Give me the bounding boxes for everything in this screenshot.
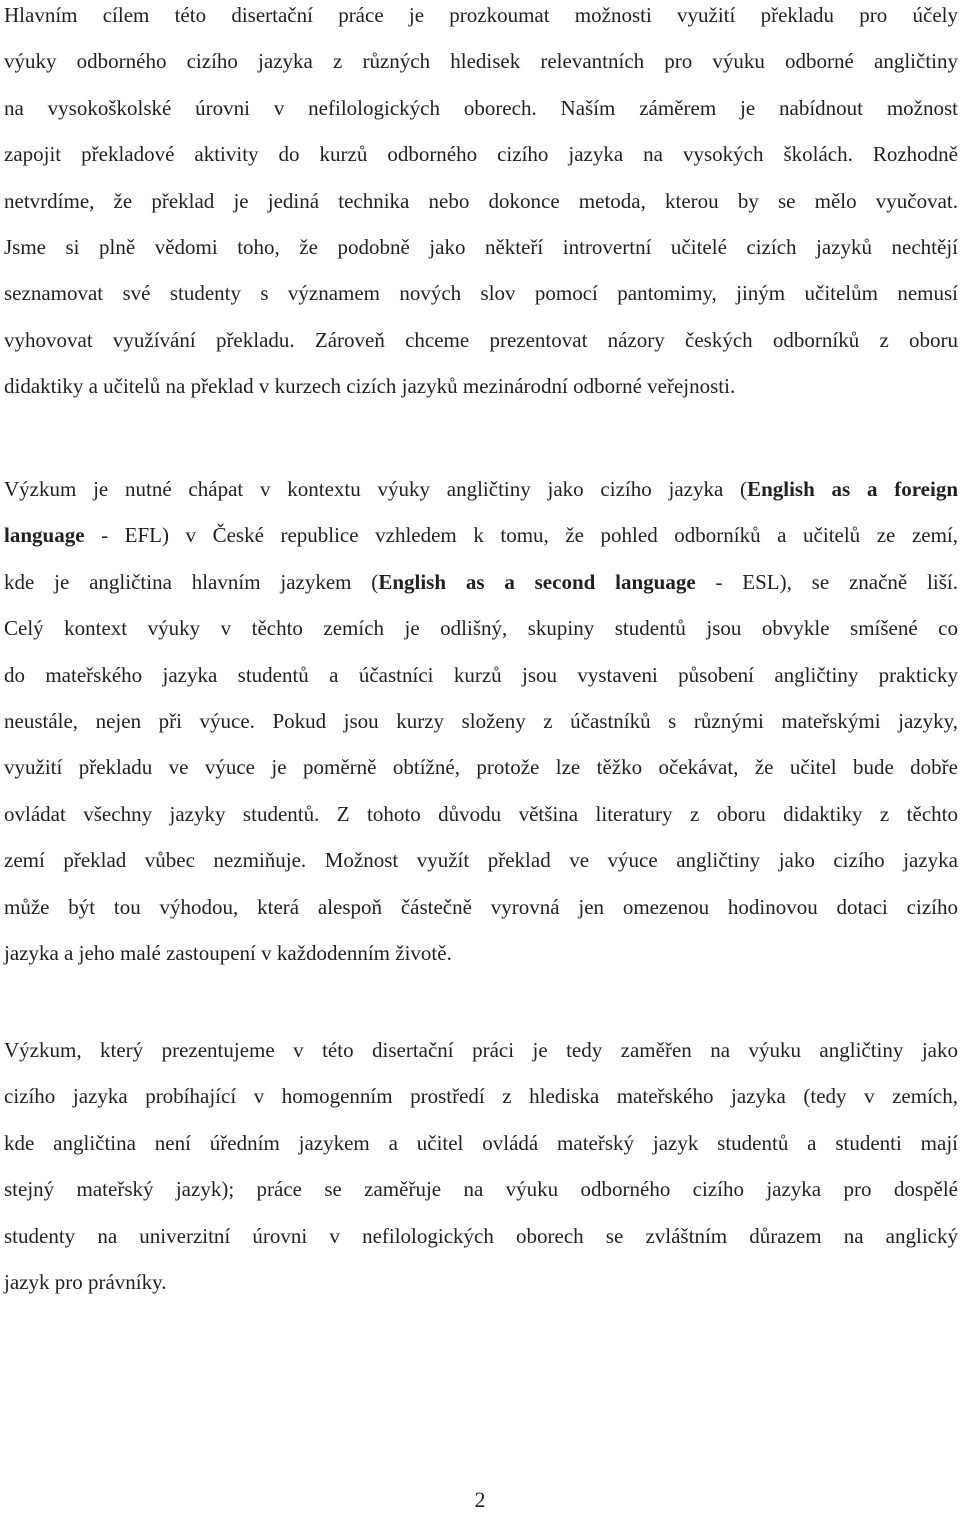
text-line — [4, 512, 958, 558]
text-line: výuky odborného cizího jazyka z různých hledisek relevantních pro výuku odborné angličtiny — [4, 49, 958, 74]
text-line — [4, 466, 958, 512]
text-line: Výzkum, který prezentujeme v této disertační práci je tedy zaměřen na výuku angličtiny jako — [4, 1038, 958, 1062]
page-number: 2 — [474, 1487, 486, 1512]
text-line: vyhovovat využívání překladu. Zároveň chceme prezentovat názory českých odborníků z oboru — [4, 327, 958, 352]
text-line: Hlavním cílem této disertační práce je prozkoumat možnosti využití překladu pro účely — [4, 3, 958, 27]
text-line: může být tou výhodou, která alespoň částečně vyrovná jen omezenou hodinovou dotaci cizího — [4, 894, 958, 919]
bold-term: English as a second language — [378, 569, 696, 594]
paragraph-intro — [4, 0, 958, 410]
text-line: Celý kontext výuky v těchto zemích je odlišný, skupiny studentů jsou obvykle smíšené co — [4, 616, 958, 641]
text-line: do mateřského jazyka studentů a účastníci kurzů jsou vystaveni působení angličtiny prakticky — [4, 662, 958, 687]
text-run: - EFL) v České republice vzhledem k tomu, že pohled odborníků a učitelů ze zemí, — [84, 523, 958, 548]
text-line: zapojit překladové aktivity do kurzů odborného cizího jazyka na vysokých školách. Rozhodně — [4, 142, 958, 167]
text-line: Jsme si plně vědomi toho, že podobně jako někteří introvertní učitelé cizích jazyků nechtějí — [4, 235, 958, 260]
bold-term: language — [4, 523, 85, 548]
text-line: zemí překlad vůbec nezmiňuje. Možnost využít překlad ve výuce angličtiny jako cizího jazyka — [4, 848, 958, 873]
text-line: studenty na univerzitní úrovni v nefilologických oborech se zvláštním důrazem na anglický — [4, 1223, 958, 1248]
text-line: didaktiky a učitelů na překlad v kurzech cizích jazyků mezinárodní odborné veřejnosti. — [4, 374, 736, 399]
text-line: jazyka a jeho malé zastoupení v každodenním životě. — [4, 941, 452, 966]
text-line: na vysokoškolské úrovni v nefilologických oborech. Naším záměrem je nabídnout možnost — [4, 95, 958, 120]
text-line: stejný mateřský jazyk); práce se zaměřuje na výuku odborného cizího jazyka pro dospělé — [4, 1177, 958, 1202]
text-line: jazyk pro právníky. — [4, 1270, 167, 1295]
text-line: kde angličtina není úředním jazykem a učitel ovládá mateřský jazyk studentů a studenti mají — [4, 1130, 958, 1155]
text-line: seznamovat své studenty s významem nových slov pomocí pantomimy, jiným učitelům nemusí — [4, 281, 958, 306]
text-line: ovládat všechny jazyky studentů. Z tohoto důvodu většina literatury z oboru didaktiky z těchto — [4, 801, 958, 826]
text-line — [4, 559, 958, 605]
text-run: - ESL), se značně liší. — [695, 569, 958, 594]
text-line: netvrdíme, že překlad je jediná technika nebo dokonce metoda, kterou by se mělo vyučovat. — [4, 188, 958, 213]
text-run: kde je angličtina hlavním jazykem ( — [4, 569, 379, 594]
paragraph-focus — [4, 1027, 958, 1305]
bold-term: English as a foreign — [747, 477, 959, 501]
text-run: Výzkum je nutné chápat v kontextu výuky angličtiny jako cizího jazyka ( — [4, 477, 748, 501]
text-line: využití překladu ve výuce je poměrně obtížné, protože lze těžko očekávat, že učitel bude dobře — [4, 755, 958, 780]
text-line: cizího jazyka probíhající v homogenním prostředí z hlediska mateřského jazyka (tedy v zemích, — [4, 1084, 958, 1109]
paragraph-context — [4, 466, 958, 976]
text-line: neustále, nejen při výuce. Pokud jsou kurzy složeny z účastníků s různými mateřskými jazyky, — [4, 709, 958, 734]
